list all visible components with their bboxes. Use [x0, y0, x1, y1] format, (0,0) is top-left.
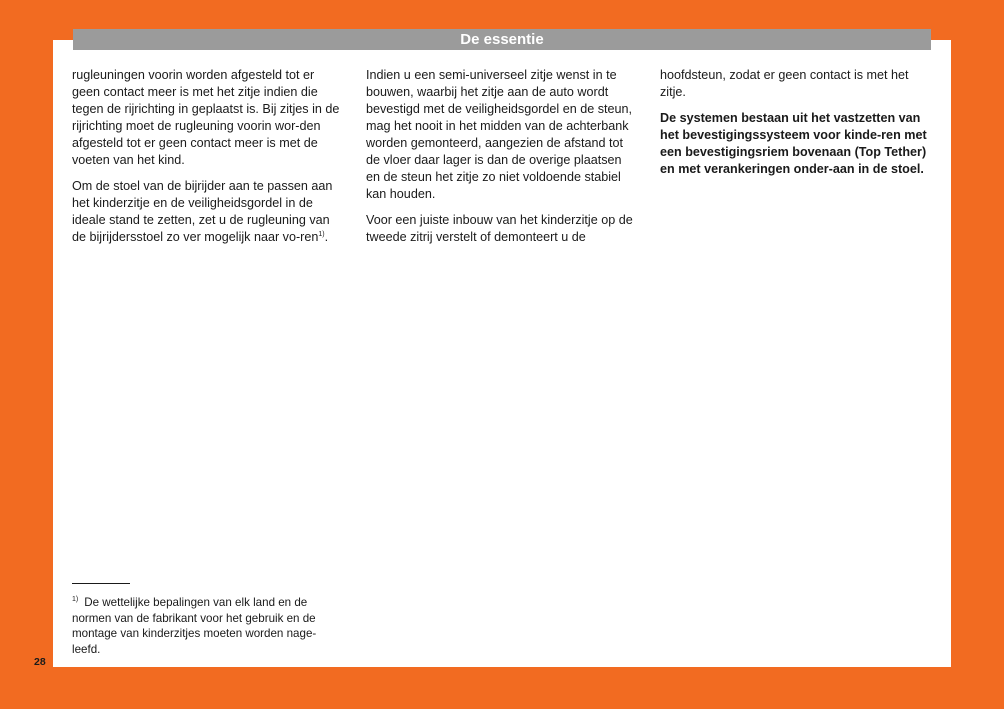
paragraph-end: . — [324, 230, 329, 244]
footnote-text: De wettelijke bepalingen van elk land en de normen van de fabrikant voor het gebruik en de montage van kinderzitjes moeten worden nage-leefd. — [72, 596, 317, 656]
page-number: 28 — [34, 656, 46, 668]
bold-paragraph: De systemen bestaan uit het vastzetten van het bevestigingssysteem voor kinde-ren met een bevestigingsriem bovenaan (Top Tether) en met verankeringen onder-aan in de stoel. — [660, 111, 927, 176]
footnote-divider — [72, 583, 130, 584]
paragraph-text: Om de stoel van de bijrijder aan te passen aan het kinderzitje en de veiligheidsgordel in de ideale stand te zetten, zet u de rugleuning van de bijrijdersstoel zo ver mogelijk naar vo-ren — [72, 179, 333, 244]
footnote — [72, 595, 344, 657]
footnote-reference: 1) — [318, 230, 325, 238]
paragraph — [72, 178, 342, 246]
section-header — [73, 29, 931, 50]
text-column-2 — [366, 67, 636, 255]
footnote-mark: 1) — [72, 596, 79, 604]
text-column-1 — [72, 67, 342, 255]
paragraph: rugleuningen voorin worden afgesteld tot er geen contact meer is met het zitje indien die tegen de rijrichting in geplaatst is. Bij zitjes in de rijrichting moet de rugleuning voorin wor-den afgesteld tot er geen contact meer is met de voeten van het kind. — [72, 68, 340, 167]
paragraph: Voor een juiste inbouw van het kinderzitje op de tweede zitrij verstelt of demonteert u de — [366, 213, 633, 244]
text-column-3 — [660, 67, 930, 187]
section-title: De essentie — [460, 31, 544, 48]
paragraph: Indien u een semi-universeel zitje wenst in te bouwen, waarbij het zitje aan de auto wordt bevestigd met de veiligheidsgordel en de steun, mag het nooit in het midden van de achterbank worden gemonteerd, aangezien de afstand tot de vloer daar lager is dan de overige plaatsen en de steun het zitje zo niet voldoende stabiel kan houden. — [366, 68, 633, 201]
paragraph: hoofdsteun, zodat er geen contact is met het zitje. — [660, 68, 909, 99]
